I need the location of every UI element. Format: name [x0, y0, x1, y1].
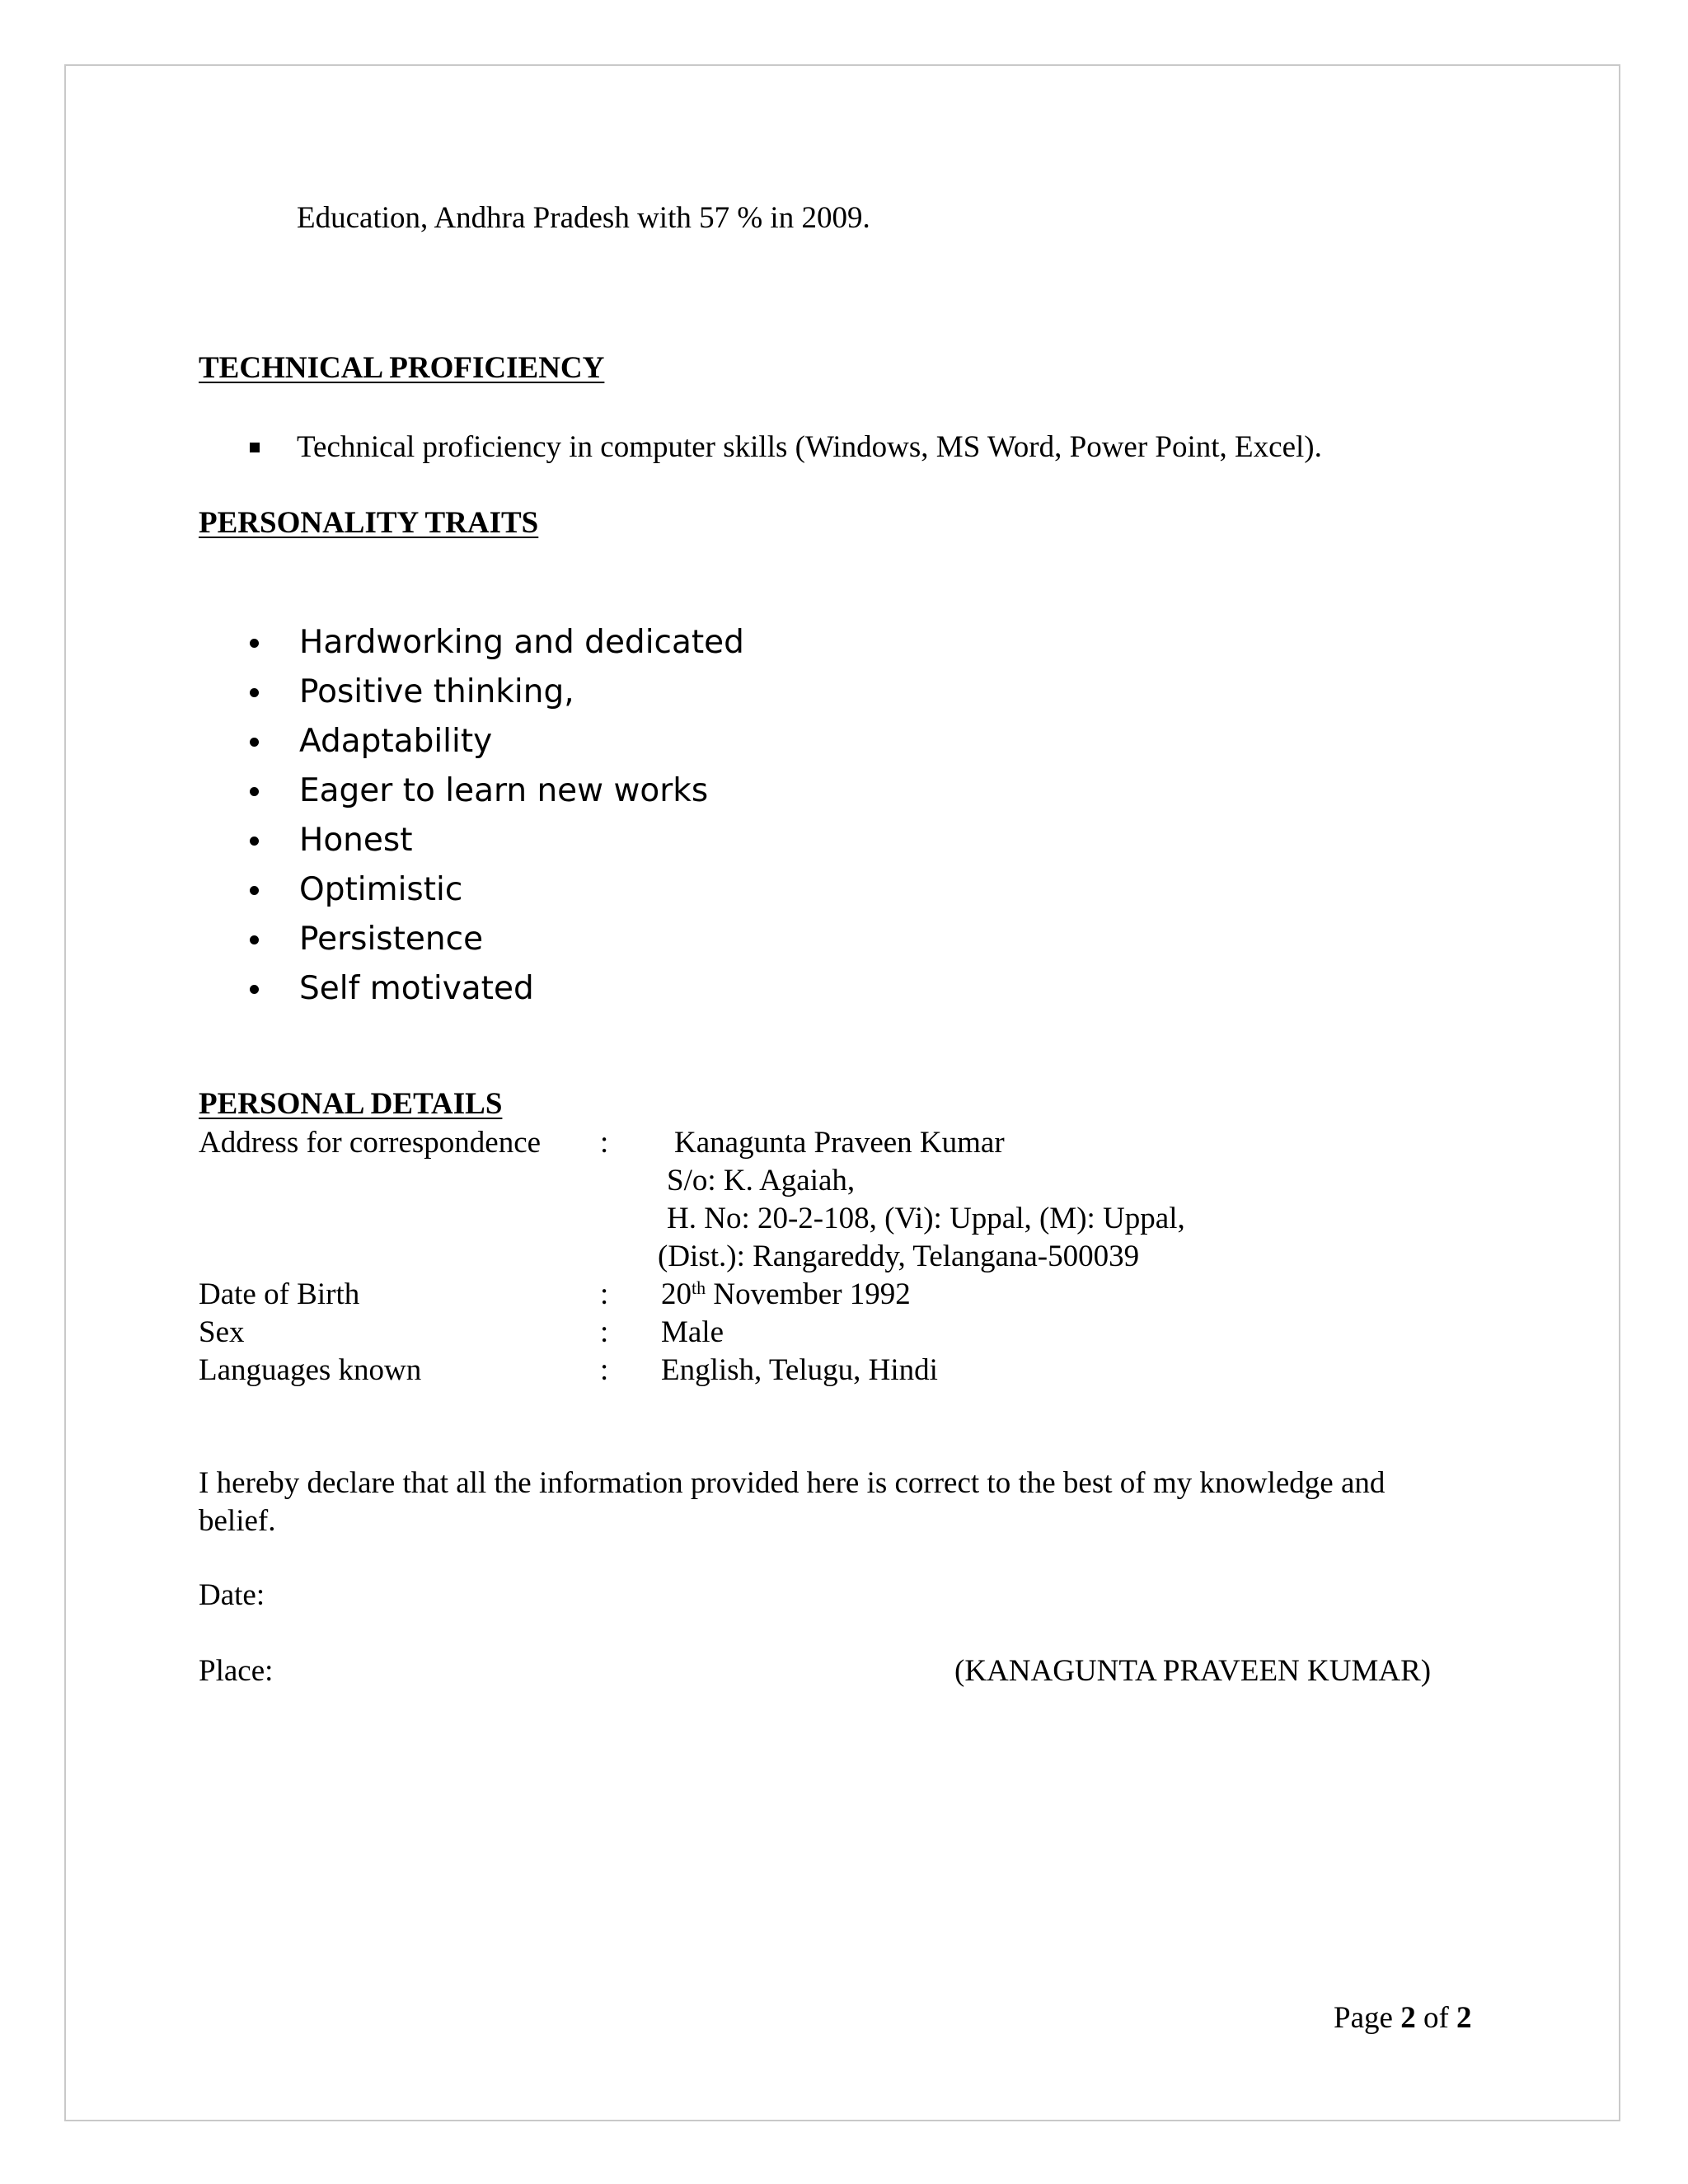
address-line-house: H. No: 20-2-108, (Vi): Uppal, (M): Uppal, — [667, 1202, 1185, 1235]
bullet-icon — [250, 886, 259, 895]
personal-details-heading: PERSONAL DETAILS — [199, 1087, 503, 1121]
dob-value — [661, 1277, 911, 1313]
personality-traits-list — [250, 618, 744, 1014]
place-label: Place: — [199, 1654, 274, 1688]
page-current: 2 — [1400, 2001, 1416, 2035]
square-bullet-icon — [250, 443, 260, 452]
trait-label: Self motivated — [299, 970, 534, 1007]
dob-suffix: th — [692, 1277, 706, 1298]
dob-day: 20 — [661, 1277, 692, 1311]
page-of: of — [1415, 2001, 1457, 2035]
list-item — [250, 915, 744, 964]
languages-separator: : — [600, 1353, 609, 1387]
trait-label: Adaptability — [299, 723, 493, 760]
education-continuation-text: Education, Andhra Pradesh with 57 % in 2009. — [297, 201, 870, 235]
list-item — [250, 766, 744, 816]
bullet-icon — [250, 738, 259, 747]
address-line-parent: S/o: K. Agaiah, — [667, 1164, 856, 1197]
list-item — [250, 717, 744, 766]
address-separator: : — [600, 1126, 609, 1160]
trait-label: Positive thinking, — [299, 673, 574, 710]
sex-separator: : — [600, 1315, 609, 1349]
trait-label: Hardworking and dedicated — [299, 624, 744, 661]
date-label: Date: — [199, 1578, 265, 1612]
signature-name: (KANAGUNTA PRAVEEN KUMAR) — [954, 1654, 1432, 1688]
list-item — [250, 816, 744, 865]
list-item — [250, 964, 744, 1014]
address-label: Address for correspondence — [199, 1126, 542, 1160]
bullet-icon — [250, 639, 259, 648]
dob-label: Date of Birth — [199, 1277, 360, 1311]
technical-proficiency-heading: TECHNICAL PROFICIENCY — [199, 351, 605, 385]
trait-label: Honest — [299, 822, 413, 859]
page-total: 2 — [1456, 2001, 1472, 2035]
bullet-icon — [250, 837, 259, 846]
trait-label: Eager to learn new works — [299, 772, 709, 809]
page-number — [1334, 2000, 1472, 2036]
dob-separator: : — [600, 1277, 609, 1311]
sex-label: Sex — [199, 1315, 245, 1349]
languages-label: Languages known — [199, 1353, 422, 1387]
address-line-name: Kanagunta Praveen Kumar — [674, 1126, 1005, 1160]
list-item — [250, 865, 744, 915]
technical-proficiency-item: Technical proficiency in computer skills (Windows, MS Word, Power Point, Excel). — [297, 430, 1322, 464]
trait-label: Persistence — [299, 921, 484, 958]
languages-value: English, Telugu, Hindi — [661, 1353, 938, 1387]
declaration-line-2: belief. — [199, 1504, 276, 1538]
dob-rest: November 1992 — [706, 1277, 911, 1311]
trait-label: Optimistic — [299, 871, 463, 908]
bullet-icon — [250, 985, 259, 994]
bullet-icon — [250, 787, 259, 796]
declaration-line-1: I hereby declare that all the information provided here is correct to the best of my knowledge and — [199, 1466, 1386, 1500]
bullet-icon — [250, 688, 259, 697]
list-item — [250, 668, 744, 717]
page-word: Page — [1334, 2001, 1401, 2035]
list-item — [250, 618, 744, 668]
bullet-icon — [250, 935, 259, 944]
personality-traits-heading: PERSONALITY TRAITS — [199, 506, 539, 540]
sex-value: Male — [661, 1315, 724, 1349]
address-line-district: (Dist.): Rangareddy, Telangana-500039 — [658, 1240, 1140, 1273]
